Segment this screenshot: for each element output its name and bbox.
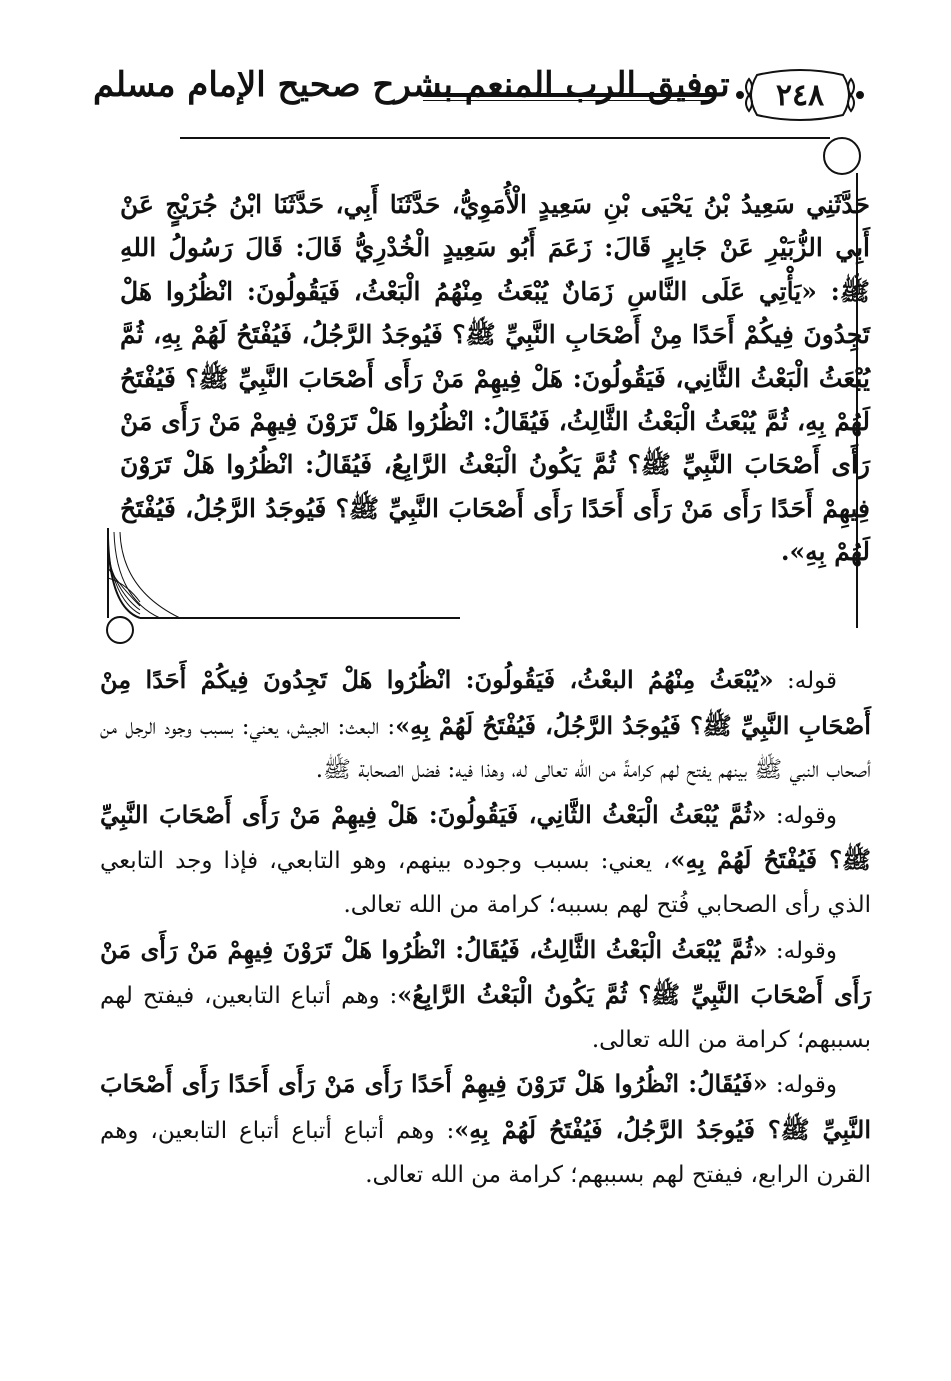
- commentary-paragraph: [100, 658, 871, 793]
- commentary-paragraph: [100, 1062, 871, 1197]
- running-title: توفيق الرب المنعم بشرح صحيح الإمام مسلم: [93, 65, 730, 105]
- page-number-ornament: [735, 63, 865, 127]
- commentary-paragraph: [100, 793, 871, 928]
- paragraph-lead: وقوله:: [767, 1072, 837, 1099]
- page-header: [90, 55, 865, 127]
- commentary-paragraph: [100, 928, 871, 1063]
- hadith-quote: «ثُمَّ يُبْعَثُ الْبَعْثُ الثَّالِثُ، فَيُقَالُ: انْظُرُوا هَلْ تَرَوْنَ فِيهِمْ مَنْ رَأَى مَنْ رَأَى أَصْحَابَ النَّبِيِّ ﷺ؟ ثُمَّ يَكُونُ الْبَعْثُ الرَّابِعُ»: [100, 934, 871, 1010]
- paragraph-explanation: : وهم أتباع التابعين، فيفتح لهم بسببهم؛ كرامة من الله تعالى.: [100, 983, 871, 1053]
- paragraph-lead: وقوله:: [766, 802, 837, 829]
- paragraph-explanation: : البعث: الجيش، يعني: بسبب وجود الرجل من أصحاب النبي ﷺ بينهم يفتح لهم كرامةً من الله تعالى له، وهذا فيه: فضل الصحابة ﷺ.: [100, 713, 871, 784]
- hadith-box: [100, 128, 870, 648]
- hadith-quote: «ثُمَّ يُبْعَثُ الْبَعْثُ الثَّانِي، فَيَقُولُونَ: هَلْ فِيهِمْ مَنْ رَأَى أَصْحَابَ النَّبِيِّ ﷺ؟ فَيُفْتَحُ لَهُمْ بِهِ»: [100, 799, 871, 875]
- commentary: [100, 658, 871, 1197]
- hadith-quote: «يُبْعَثُ مِنْهُمُ البعْثُ، فَيَقُولُونَ: انْظُرُوا هَلْ تَجِدُونَ فِيكُمْ أَحَدًا مِنْ أَصْحَابِ النَّبِيِّ ﷺ؟ فَيُوجَدُ الرَّجُلُ، فَيُفْتَحُ لَهُمْ بِهِ»: [100, 665, 871, 740]
- header-rule: [423, 93, 713, 97]
- paragraph-lead: وقوله:: [767, 937, 837, 964]
- page-number: ٢٤٨: [775, 77, 825, 113]
- hadith-quote: «فَيُقَالُ: انْظُرُوا هَلْ تَرَوْنَ فِيهِمْ أَحَدًا رَأَى مَنْ رَأَى أَحَدًا رَأَى أَصْحَابَ النَّبِيِّ ﷺ؟ فَيُوجَدُ الرَّجُلُ، فَيُفْتَحُ لَهُمْ بِهِ»: [100, 1069, 871, 1144]
- paragraph-explanation: : وهم أتباع أتباع أتباع التابعين، وهم القرن الرابع، فيفتح لهم بسببهم؛ كرامة من الله تعالى.: [100, 1117, 871, 1188]
- hadith-text: حَدَّثَنِي سَعِيدُ بْنُ يَحْيَى بْنِ سَعِيدٍ الْأُمَوِيُّ، حَدَّثَنَا أَبِي، حَدَّثَنَا ابْنُ جُرَيْجٍ عَنْ أَبِي الزُّبَيْرِ عَنْ جَابِرٍ قَالَ: زَعَمَ أَبُو سَعِيدٍ الْخُدْرِيُّ قَالَ: قَالَ رَسُولُ اللهِ ﷺ: «يَأْتِي عَلَى النَّاسِ زَمَانٌ يُبْعَثُ مِنْهُمُ الْبَعْثُ، فَيَقُولُونَ: انْظُرُوا هَلْ تَجِدُونَ فِيكُمْ أَحَدًا مِنْ أَصْحَابِ النَّبِيِّ ﷺ؟ فَيُوجَدُ الرَّجُلُ، فَيُفْتَحُ لَهُمْ بِهِ، ثُمَّ يُبْعَثُ الْبَعْثُ الثَّانِي، فَيَقُولُونَ: هَلْ فِيهِمْ مَنْ رَأَى أَصْحَابَ النَّبِيِّ ﷺ؟ فَيُفْتَحُ لَهُمْ بِهِ، ثُمَّ يُبْعَثُ الْبَعْثُ الثَّالِثُ، فَيُقَالُ: انْظُرُوا هَلْ تَرَوْنَ فِيهِمْ مَنْ رَأَى مَنْ رَأَى أَصْحَابَ النَّبِيِّ ﷺ؟ ثُمَّ يَكُونُ الْبَعْثُ الرَّابِعُ، فَيُقَالُ: انْظُرُوا هَلْ تَرَوْنَ فِيهِمْ أَحَدًا رَأَى مَنْ رَأَى أَحَدًا رَأَى أَصْحَابَ النَّبِيِّ ﷺ؟ فَيُوجَدُ الرَّجُلُ، فَيُفْتَحُ لَهُمْ بِهِ».: [120, 190, 870, 567]
- paragraph-lead: قوله:: [773, 668, 837, 694]
- paragraph-explanation: ، يعني: بسبب وجوده بينهم، وهو التابعي، فإذا وجد التابعي الذي رأى الصحابي فُتح لهم بسببه؛ كرامة من الله تعالى.: [100, 848, 871, 918]
